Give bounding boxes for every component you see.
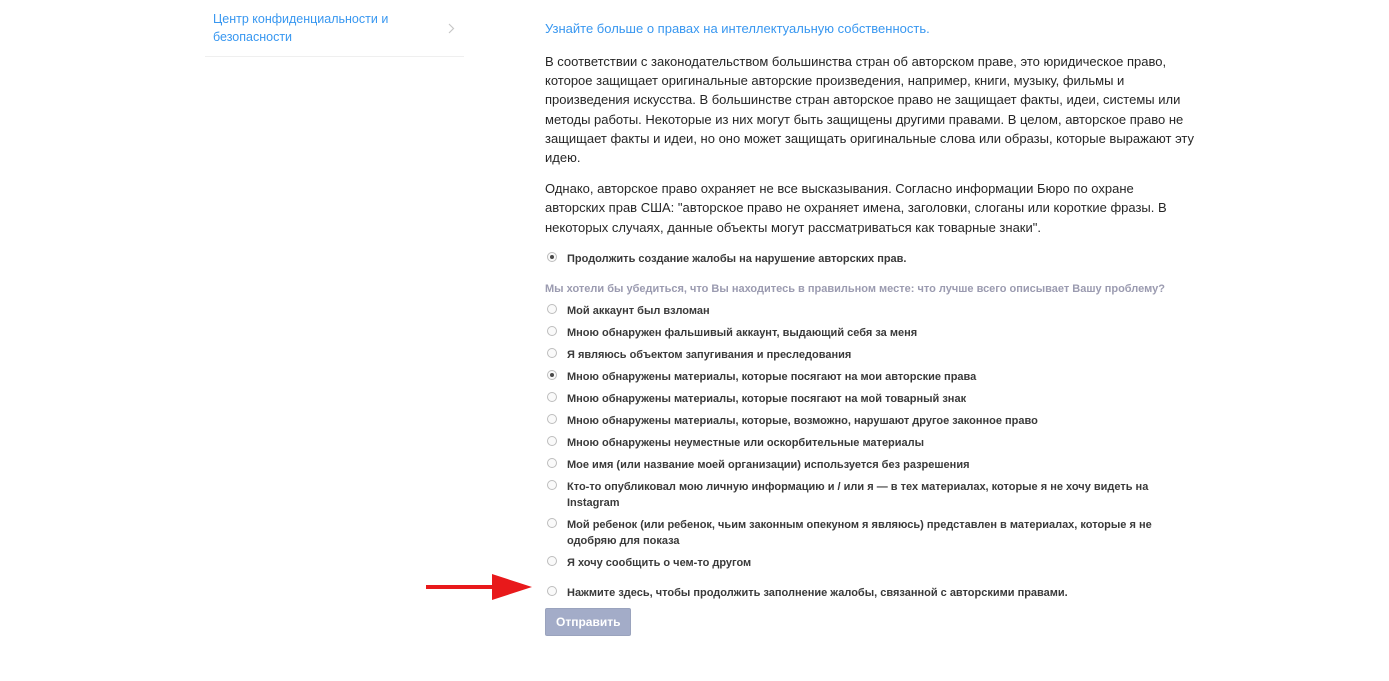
- radio-label: Мое имя (или название моей организации) используется без разрешения: [567, 458, 970, 471]
- radio-label: Кто-то опубликовал мою личную информацию и / или я — в тех материалах, которые я не хочу видеть на Instagram: [567, 480, 1149, 509]
- radio-button[interactable]: [547, 414, 557, 424]
- problem-option[interactable]: [545, 457, 1195, 473]
- radio-label: Мой ребенок (или ребенок, чьим законным опекуном я являюсь) представлен в материалах, которые я не одобряю для показа: [567, 518, 1152, 547]
- continue-copyright-option[interactable]: [545, 251, 1195, 267]
- chevron-right-icon: [446, 21, 456, 35]
- final-copyright-option[interactable]: [545, 585, 1195, 601]
- radio-label: Нажмите здесь, чтобы продолжить заполнение жалобы, связанной с авторскими правами.: [567, 586, 1068, 599]
- radio-button[interactable]: [547, 458, 557, 468]
- radio-label: Я являюсь объектом запугивания и преследования: [567, 348, 852, 361]
- radio-label: Мною обнаружены материалы, которые, возможно, нарушают другое законное право: [567, 414, 1038, 427]
- copyright-paragraph-2: Однако, авторское право охраняет не все высказывания. Согласно информации Бюро по охране авторских прав США: "авторское право не охраняет имена, заголовки, слоганы или короткие фразы. В некоторых случаях, данные объекты могут рассматриваться как товарные знаки".: [545, 181, 1167, 235]
- problem-option[interactable]: [545, 479, 1195, 511]
- problem-option[interactable]: [545, 435, 1195, 451]
- sidebar-item-label: Центр конфиденциальности и безопасности: [213, 12, 389, 44]
- radio-button[interactable]: [547, 518, 557, 528]
- radio-button[interactable]: [547, 436, 557, 446]
- radio-button[interactable]: [547, 392, 557, 402]
- radio-label: Мною обнаружен фальшивый аккаунт, выдающий себя за меня: [567, 326, 918, 339]
- copyright-paragraph-1: В соответствии с законодательством большинства стран об авторском праве, это юридическое право, которое защищает оригинальные авторские произведения, например, книги, музыку, фильмы и произведения искусства. В большинстве стран авторское право не защищает факты, идеи, системы или методы работы. Некоторые из них могут быть защищены другими правами. В целом, авторское право не защищает факты и идеи, но оно может защищать оригинальные слова или образы, которые выражают эту идею.: [545, 54, 1195, 166]
- problem-question: Мы хотели бы убедиться, что Вы находитесь в правильном месте: что лучше всего описывает Вашу проблему?: [545, 282, 1165, 295]
- radio-label: Я хочу сообщить о чем-то другом: [567, 556, 752, 569]
- radio-label: Мой аккаунт был взломан: [567, 304, 710, 317]
- learn-more-link[interactable]: Узнайте больше о правах на интеллектуальную собственность.: [545, 21, 930, 36]
- problem-option[interactable]: [545, 303, 1195, 319]
- radio-button[interactable]: [547, 304, 557, 314]
- radio-label: Мною обнаружены материалы, которые посягают на мой товарный знак: [567, 392, 967, 405]
- radio-button[interactable]: [547, 370, 557, 380]
- sidebar-item-privacy-safety[interactable]: [205, 0, 464, 57]
- problem-option[interactable]: [545, 391, 1195, 407]
- problem-options: [545, 303, 1195, 571]
- radio-button[interactable]: [547, 480, 557, 490]
- radio-button[interactable]: [547, 326, 557, 336]
- problem-option[interactable]: [545, 517, 1195, 549]
- radio-button[interactable]: [547, 586, 557, 596]
- radio-label: Мною обнаружены материалы, которые посягают на мои авторские права: [567, 370, 977, 383]
- sidebar: [205, 0, 464, 57]
- problem-option[interactable]: [545, 325, 1195, 341]
- radio-button[interactable]: [547, 348, 557, 358]
- red-arrow-right-icon: [426, 574, 532, 600]
- problem-option[interactable]: [545, 369, 1195, 385]
- problem-option[interactable]: [545, 413, 1195, 429]
- radio-button[interactable]: [547, 252, 557, 262]
- radio-label: Продолжить создание жалобы на нарушение авторских прав.: [567, 252, 907, 265]
- problem-option[interactable]: [545, 555, 1195, 571]
- main-content: [545, 20, 1195, 636]
- radio-button[interactable]: [547, 556, 557, 566]
- problem-option[interactable]: [545, 347, 1195, 363]
- radio-label: Мною обнаружены неуместные или оскорбительные материалы: [567, 436, 925, 449]
- submit-button[interactable]: Отправить: [545, 608, 631, 636]
